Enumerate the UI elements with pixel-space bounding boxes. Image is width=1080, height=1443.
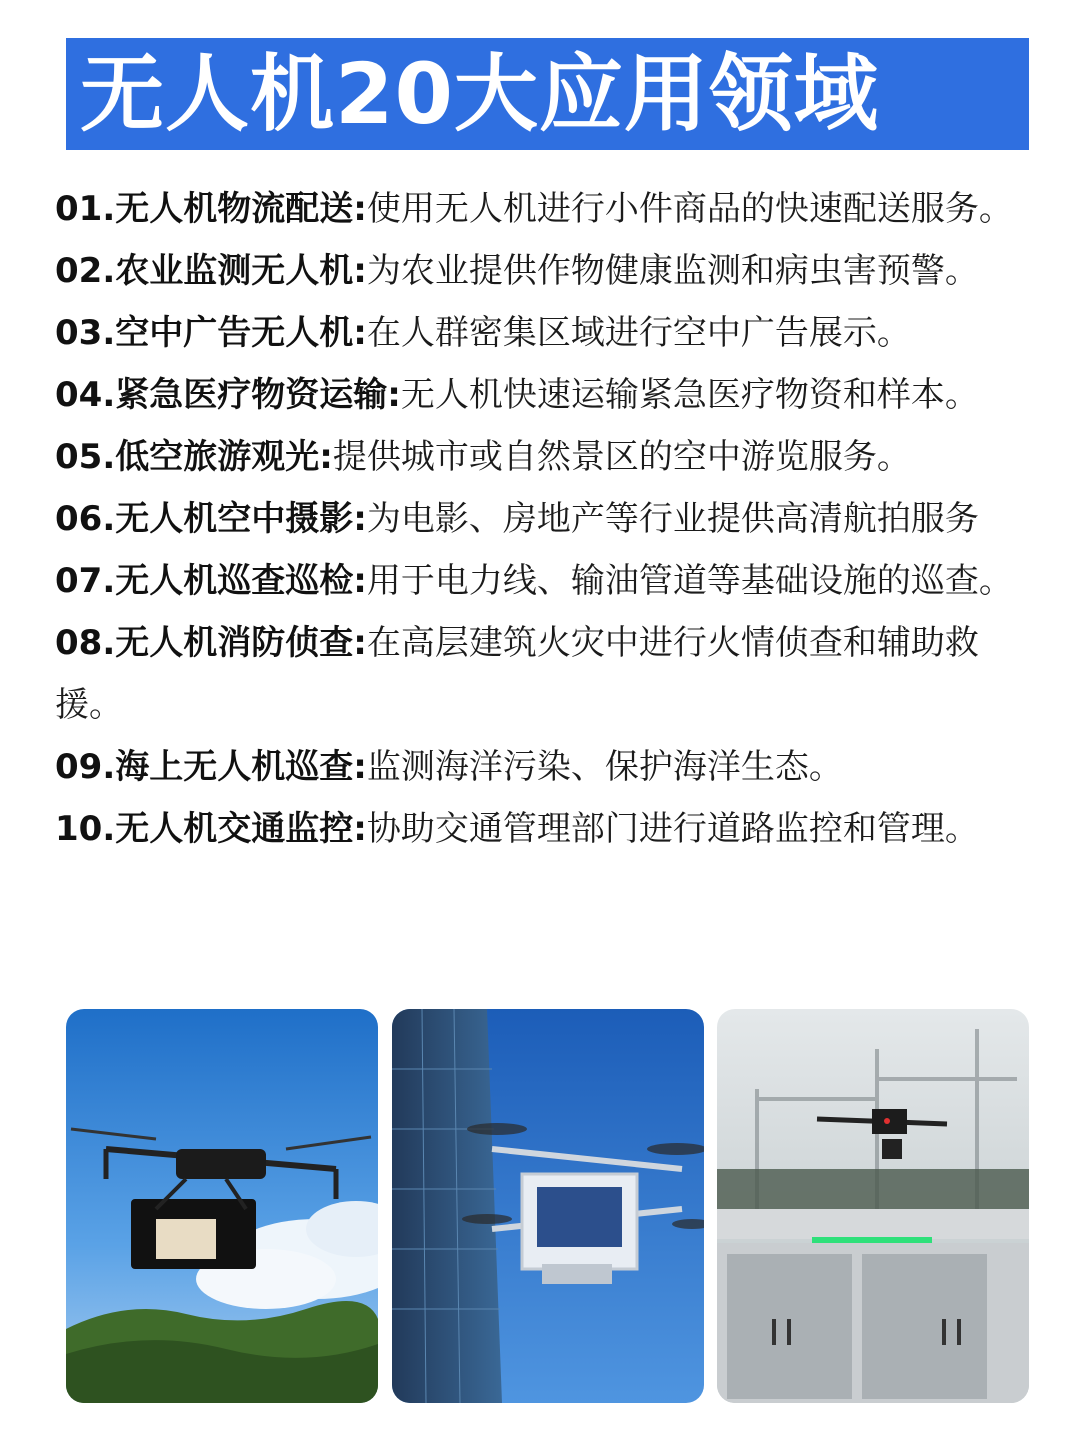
item-label: 10.无人机交通监控: [55, 809, 367, 849]
item-description: 协助交通管理部门进行道路监控和管理。 [366, 809, 979, 849]
drone-dock-photo [717, 1009, 1029, 1403]
item-description: 监测海洋污染、保护海洋生态。 [366, 747, 843, 787]
cargo-drone-city-photo [392, 1009, 704, 1403]
item-description: 用于电力线、输油管道等基础设施的巡查。 [366, 561, 1013, 601]
item-description: 为电影、房地产等行业提供高清航拍服务 [366, 499, 979, 539]
list-item [55, 302, 1045, 364]
delivery-drone-photo [66, 1009, 378, 1403]
list-item [55, 550, 1045, 612]
item-description: 在高层建筑火灾中进行火情侦查和辅助救援。 [55, 623, 979, 725]
item-description: 无人机快速运输紧急医疗物资和样本。 [400, 375, 979, 415]
page-title: 无人机20大应用领域 [80, 45, 879, 143]
item-description: 为农业提供作物健康监测和病虫害预警。 [366, 251, 979, 291]
item-label: 08.无人机消防侦查: [55, 623, 367, 663]
item-label: 01.无人机物流配送: [55, 189, 367, 229]
list-item [55, 488, 1045, 550]
application-list [55, 178, 1045, 860]
item-description: 在人群密集区域进行空中广告展示。 [366, 313, 911, 353]
list-item [55, 364, 1045, 426]
item-label: 02.农业监测无人机: [55, 251, 367, 291]
item-description: 使用无人机进行小件商品的快速配送服务。 [366, 189, 1013, 229]
list-item [55, 240, 1045, 302]
item-label: 03.空中广告无人机: [55, 313, 367, 353]
item-label: 04.紧急医疗物资运输: [55, 375, 401, 415]
title-banner [66, 38, 1029, 150]
item-label: 07.无人机巡查巡检: [55, 561, 367, 601]
photo-row [66, 1009, 1029, 1403]
list-item [55, 178, 1045, 240]
item-label: 06.无人机空中摄影: [55, 499, 367, 539]
list-item [55, 612, 1045, 736]
list-item [55, 798, 1045, 860]
item-label: 09.海上无人机巡查: [55, 747, 367, 787]
list-item [55, 426, 1045, 488]
item-description: 提供城市或自然景区的空中游览服务。 [332, 437, 911, 477]
item-label: 05.低空旅游观光: [55, 437, 333, 477]
list-item [55, 736, 1045, 798]
